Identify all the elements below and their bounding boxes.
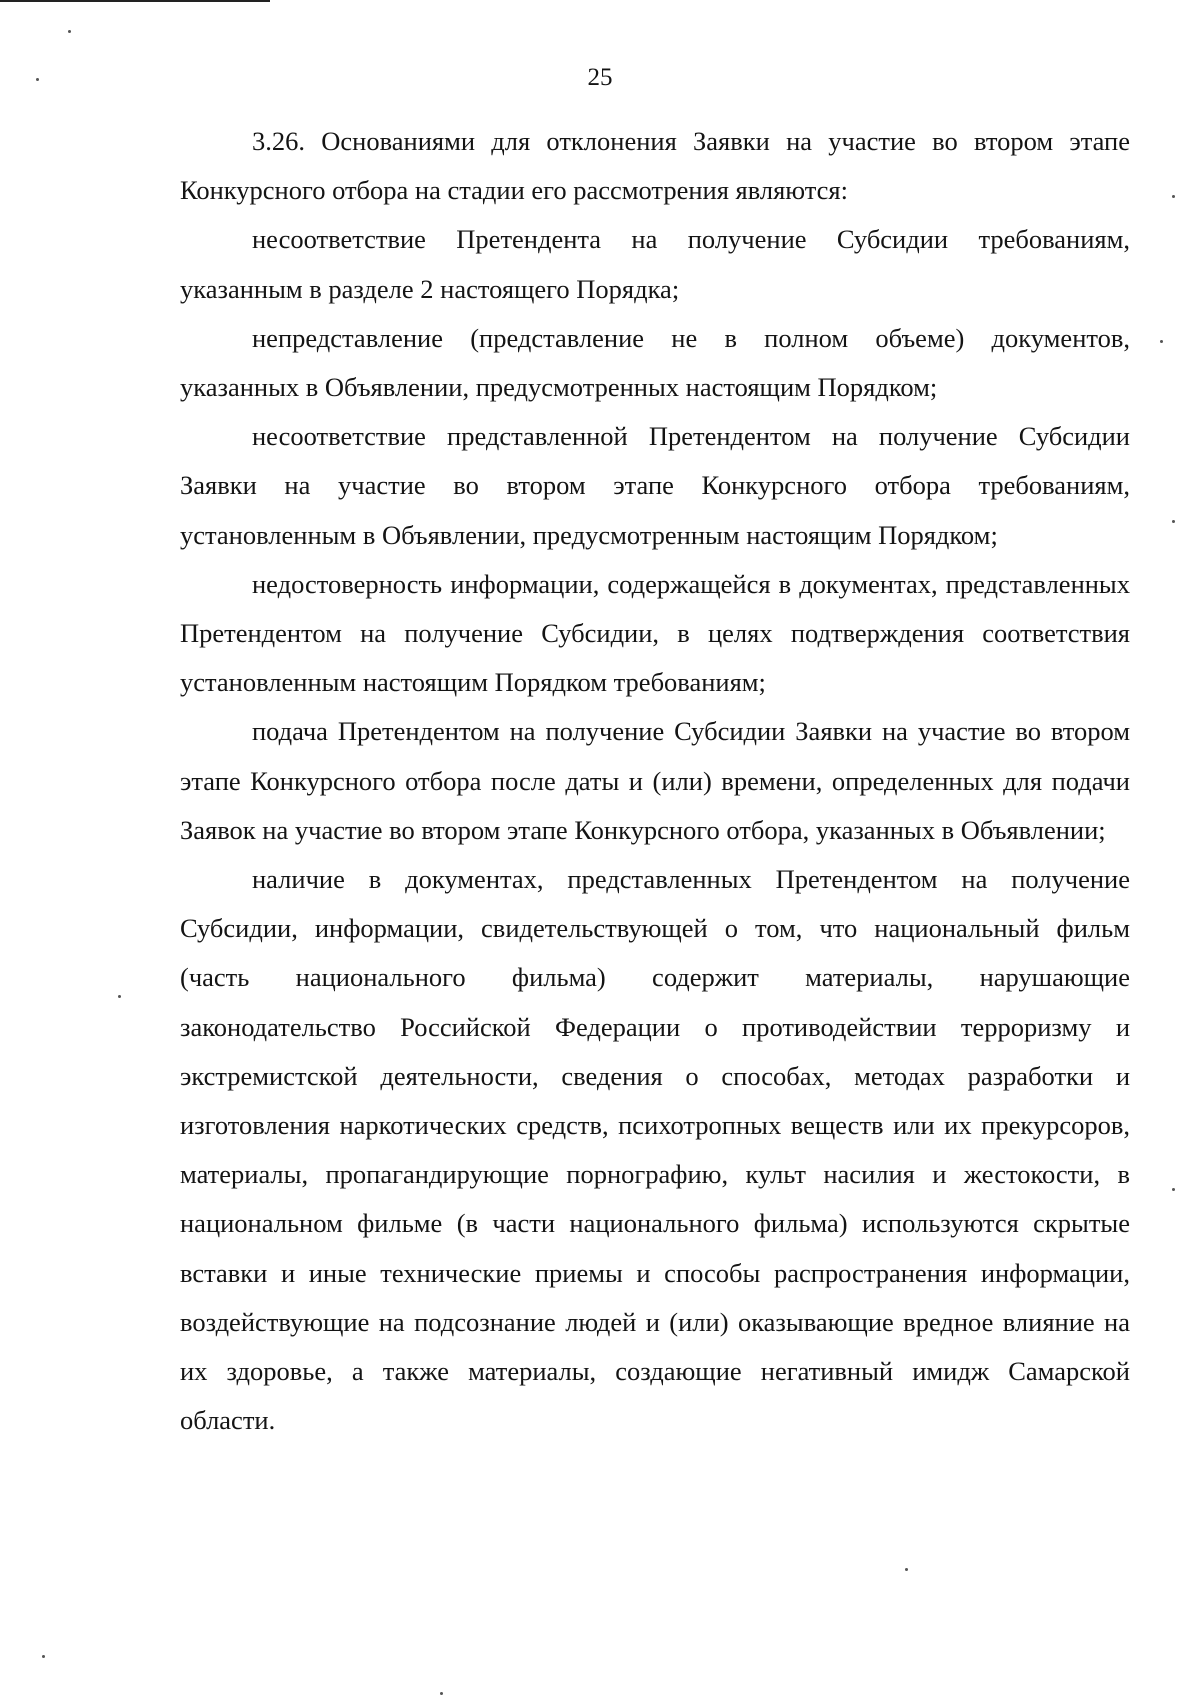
paragraph-late-submission: подача Претендентом на получение Субсидии Заявки на участие во втором этапе Конкурсного отбора после даты и (или) времени, определенных для подачи Заявок на участие во втором этапе Конкурсного отбора, указанных в Объявлении; <box>180 716 1130 845</box>
scan-speck <box>1172 520 1175 523</box>
scan-speck <box>1172 195 1175 198</box>
document-body <box>180 117 1130 1445</box>
paragraph-noncompliance-applicant: несоответствие Претендента на получение Субсидии требованиям, указанным в разделе 2 настоящего Порядка; <box>180 224 1130 304</box>
paragraph-missing-documents: непредставление (представление не в полном объеме) документов, указанных в Объявлении, предусмотренных настоящим Порядком; <box>180 322 1130 403</box>
page-number: 25 <box>587 64 613 91</box>
scan-speck <box>440 1692 443 1695</box>
scan-speck <box>42 1655 45 1658</box>
paragraph-noncompliance-application: несоответствие представленной Претендентом на получение Субсидии Заявки на участие во втором этапе Конкурсного отбора требованиям, установленным в Объявлении, предусмотренным настоящим Порядком; <box>180 421 1130 550</box>
scan-speck <box>36 78 39 81</box>
scan-speck <box>118 995 121 998</box>
scan-speck <box>1172 1188 1175 1191</box>
scan-speck <box>1160 340 1163 343</box>
scan-edge-line <box>0 0 270 2</box>
scan-speck <box>905 1568 908 1571</box>
paragraph-prohibited-content: наличие в документах, представленных Претендентом на получение Субсидии, информации, свидетельствующей о том, что национальный фильм (часть национального фильма) содержит материалы, нарушающие законодательство Российской Федерации о противодействии терроризму и экстремистской деятельности, сведения о способах, методах разработки и изготовления наркотических средств, психотропных веществ или их прекурсоров, материалы, пропагандирующие порнографию, культ насилия и жестокости, в национальном фильме (в части национального фильма) используются скрытые вставки и иные технические приемы и способы распространения информации, воздействующие на подсознание людей и (или) оказывающие вредное влияние на их здоровье, а также материалы, создающие негативный имидж Самарской области. <box>180 864 1130 1436</box>
paragraph-3-26-intro: 3.26. Основаниями для отклонения Заявки на участие во втором этапе Конкурсного отбора на стадии его рассмотрения являются: <box>180 126 1130 206</box>
scan-speck <box>68 30 71 33</box>
paragraph-unreliable-information: недостоверность информации, содержащейся в документах, представленных Претендентом на получение Субсидии, в целях подтверждения соответствия установленным настоящим Порядком требованиям; <box>180 568 1130 698</box>
